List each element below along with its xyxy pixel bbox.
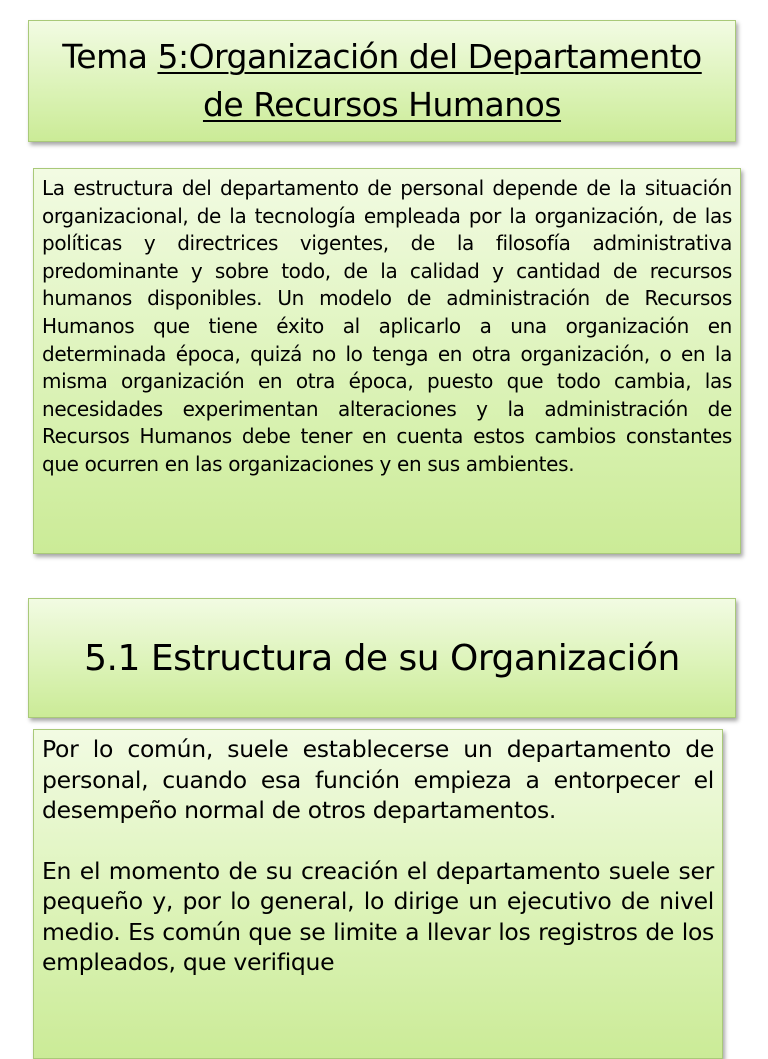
section-paragraph-1: Por lo común, suele establecerse un departamento de personal, cuando esa función empieza a entorpecer el desempeño normal de otros departamentos. <box>42 735 714 824</box>
title-prefix: Tema <box>62 37 158 76</box>
page-title <box>62 33 702 129</box>
title-underlined-line1: 5:Organización del Departamento <box>157 37 702 76</box>
section-text-box <box>33 729 723 1059</box>
intro-paragraph: La estructura del departamento de personal depende de la situación organizacional, de la tecnología empleada por la organización, de las políticas y directrices vigentes, de la filosofía administrativa predominante y sobre todo, de la calidad y cantidad de recursos humanos disponibles. Un modelo de administración de Recursos Humanos que tiene éxito al aplicarlo a una organización en determinada época, quizá no lo tenga en otra organización, o en la misma organización en otra época, puesto que todo cambia, las necesidades experimentan alteraciones y la administración de Recursos Humanos debe tener en cuenta estos cambios constantes que ocurren en las organizaciones y en sus ambientes. <box>42 176 732 476</box>
intro-text-box <box>33 168 741 554</box>
section-paragraph-2: En el momento de su creación el departamento suele ser pequeño y, por lo general, lo dirige un ejecutivo de nivel medio. Es común que se limite a llevar los registros de los empleados, que verifique <box>42 856 714 976</box>
title-underlined-line2: de Recursos Humanos <box>202 85 562 124</box>
section-heading: 5.1 Estructura de su Organización <box>84 637 680 679</box>
section-heading-box <box>28 598 736 718</box>
title-box <box>28 20 736 142</box>
